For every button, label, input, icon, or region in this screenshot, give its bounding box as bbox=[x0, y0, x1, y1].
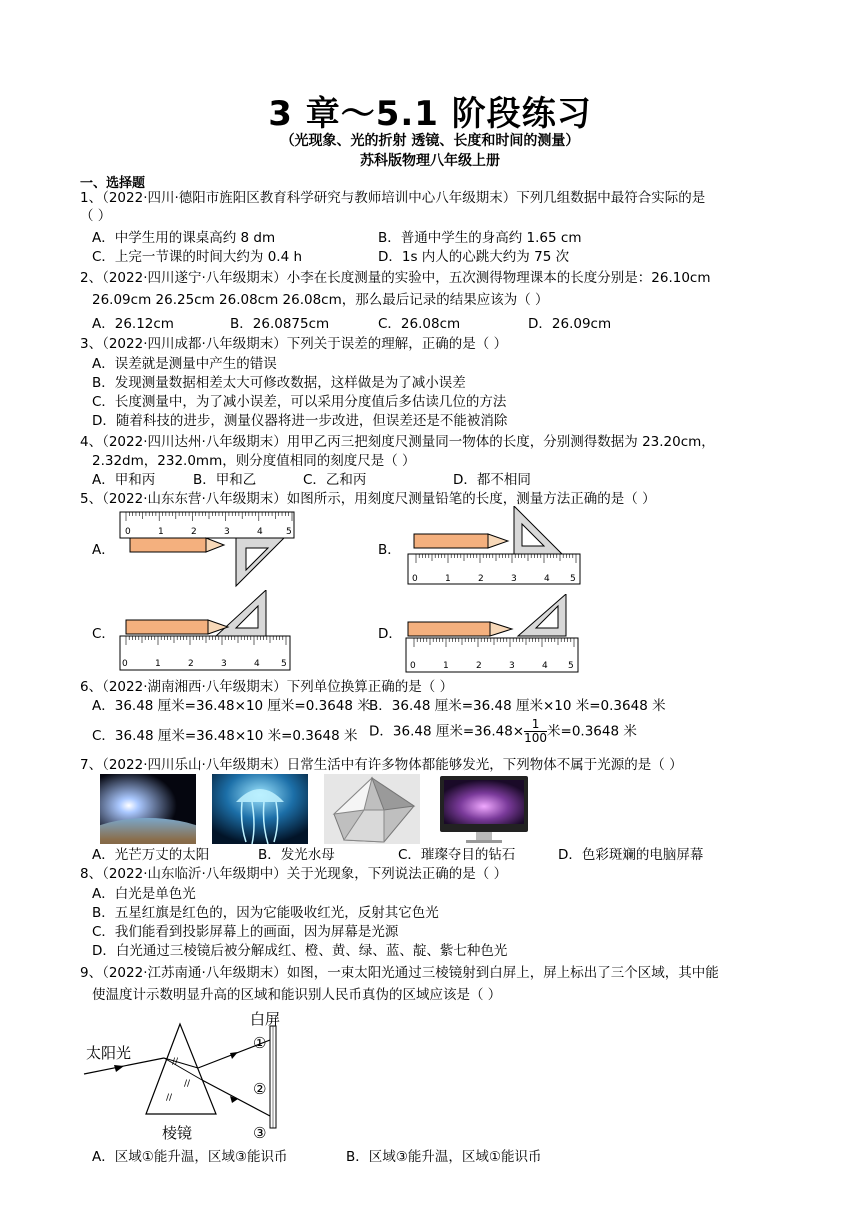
ruler-d-label-5: 5 bbox=[568, 661, 574, 671]
q6-option-a[interactable]: A．36.48 厘米=36.48×10 厘米=0.3648 米 bbox=[92, 698, 371, 714]
page-title: 3 章～5.1 阶段练习 bbox=[268, 94, 592, 134]
prism-label: 棱镜 bbox=[162, 1124, 193, 1142]
ruler-c-label-2: 2 bbox=[188, 659, 194, 669]
ruler-b-label-3: 3 bbox=[511, 574, 517, 584]
q1-stem: 1、（2022·四川·德阳市旌阳区教育科学研究与教师培训中心八年级期末）下列几组数据中最符合实际的是 bbox=[80, 190, 706, 206]
ruler-a-label-0: 0 bbox=[125, 527, 131, 537]
screen-label: 白屏 bbox=[250, 1010, 281, 1028]
q3-option-c[interactable]: C．长度测量中，为了减小误差，可以采用分度值后多估读几位的方法 bbox=[92, 394, 507, 410]
q5-stem: 5、（2022·山东东营·八年级期末）如图所示，用刻度尺测量铅笔的长度，测量方法正确的是（ ） bbox=[80, 491, 656, 507]
ruler-a-label-2: 2 bbox=[191, 527, 197, 537]
computer-screen-photo bbox=[436, 774, 532, 844]
q9-stem-cont: 使温度计示数明显升高的区域和能识别人民币真伪的区域应该是（ ） bbox=[92, 987, 502, 1003]
ruler-a-label-5: 5 bbox=[286, 527, 292, 537]
q7-option-d[interactable]: D．色彩斑斓的电脑屏幕 bbox=[558, 847, 704, 863]
ruler-d-label-2: 2 bbox=[476, 661, 482, 671]
q5-figure-d bbox=[402, 594, 582, 676]
q2-stem-cont: 26.09cm 26.25cm 26.08cm 26.08cm，那么最后记录的结果应该为（ ） bbox=[92, 292, 549, 308]
prism-diagram bbox=[80, 1010, 300, 1146]
q1-option-c[interactable]: C．上完一节课的时间大约为 0.4 h bbox=[92, 249, 303, 265]
page-grade: 苏科版物理八年级上册 bbox=[360, 153, 500, 169]
q5-option-b[interactable]: B． bbox=[378, 542, 401, 558]
fraction-numerator: 1 bbox=[524, 718, 547, 732]
q5-option-d[interactable]: D． bbox=[378, 626, 402, 642]
ruler-b-label-5: 5 bbox=[570, 574, 576, 584]
ruler-a-label-3: 3 bbox=[224, 527, 230, 537]
q4-option-c[interactable]: C．乙和丙 bbox=[303, 472, 367, 488]
q8-option-d[interactable]: D．白光通过三棱镜后被分解成红、橙、黄、绿、蓝、靛、紫七种色光 bbox=[92, 943, 508, 959]
q8-option-c[interactable]: C．我们能看到投影屏幕上的画面，因为屏幕是光源 bbox=[92, 924, 399, 940]
q8-stem: 8、（2022·山东临沂·八年级期中）关于光现象，下列说法正确的是（ ） bbox=[80, 866, 508, 882]
q2-stem: 2、（2022·四川遂宁·八年级期末）小李在长度测量的实验中，五次测得物理课本的长度分别是：26.10cm bbox=[80, 270, 711, 286]
q7-stem: 7、（2022·四川乐山·八年级期末）日常生活中有许多物体都能够发光，下列物体不属于光源的是（ ） bbox=[80, 757, 683, 773]
q7-option-b[interactable]: B．发光水母 bbox=[258, 847, 335, 863]
svg-text://: // bbox=[166, 1093, 173, 1103]
q2-option-c[interactable]: C．26.08cm bbox=[378, 316, 461, 332]
ruler-d-label-1: 1 bbox=[443, 661, 449, 671]
q5-figure-b bbox=[404, 506, 584, 588]
q5-option-a[interactable]: A． bbox=[92, 542, 115, 558]
section-heading: 一、选择题 bbox=[80, 176, 146, 191]
q1-option-d[interactable]: D．1s 内人的心跳大约为 75 次 bbox=[378, 249, 570, 265]
region-3-label: ③ bbox=[253, 1124, 267, 1142]
region-1-label: ① bbox=[253, 1034, 267, 1052]
fraction-denominator: 100 bbox=[524, 731, 548, 745]
jellyfish-photo bbox=[212, 774, 308, 844]
q2-option-d[interactable]: D．26.09cm bbox=[528, 316, 612, 332]
ruler-a-label-1: 1 bbox=[158, 527, 164, 537]
ruler-b-label-2: 2 bbox=[478, 574, 484, 584]
q6-stem: 6、（2022·湖南湘西·八年级期末）下列单位换算正确的是（ ） bbox=[80, 679, 454, 695]
q7-option-c[interactable]: C．璀璨夺目的钻石 bbox=[398, 847, 516, 863]
q1-stem-cont: （ ） bbox=[80, 208, 112, 224]
ruler-b-label-0: 0 bbox=[412, 574, 418, 584]
q1-option-b[interactable]: B．普通中学生的身高约 1.65 cm bbox=[378, 230, 582, 246]
q4-stem-cont: 2.32dm，232.0mm，则分度值相同的刻度尺是（ ） bbox=[92, 453, 416, 469]
q6-option-d-post: 米=0.3648 米 bbox=[547, 723, 637, 740]
ruler-d-label-4: 4 bbox=[542, 661, 548, 671]
q1-option-a[interactable]: A．中学生用的课桌高约 8 dm bbox=[92, 230, 276, 246]
q8-option-b[interactable]: B．五星红旗是红色的，因为它能吸收红光，反射其它色光 bbox=[92, 905, 439, 921]
q9-stem: 9、（2022·江苏南通·八年级期末）如图，一束太阳光通过三棱镜射到白屏上，屏上标出了三个区域，其中能 bbox=[80, 965, 719, 981]
q2-option-b[interactable]: B．26.0875cm bbox=[230, 316, 330, 332]
ruler-a-label-4: 4 bbox=[257, 527, 263, 537]
q5-figure-c bbox=[118, 590, 298, 674]
ruler-c-label-0: 0 bbox=[122, 659, 128, 669]
q4-option-d[interactable]: D．都不相同 bbox=[453, 472, 531, 488]
q6-option-d[interactable] bbox=[369, 718, 637, 745]
q9-option-a[interactable]: A．区域①能升温，区域③能识币 bbox=[92, 1149, 288, 1165]
svg-text://: // bbox=[172, 1057, 179, 1067]
ruler-b-label-1: 1 bbox=[445, 574, 451, 584]
q4-option-b[interactable]: B．甲和乙 bbox=[193, 472, 257, 488]
q8-option-a[interactable]: A．白光是单色光 bbox=[92, 886, 196, 902]
ruler-c-label-4: 4 bbox=[254, 659, 260, 669]
ruler-c-label-5: 5 bbox=[281, 659, 287, 669]
page-subtitle: （光现象、光的折射 透镜、长度和时间的测量） bbox=[280, 133, 580, 149]
q4-stem: 4、（2022·四川达州·八年级期末）用甲乙丙三把刻度尺测量同一物体的长度，分别测得数据为 23.20cm， bbox=[80, 434, 715, 450]
q5-option-c[interactable]: C． bbox=[92, 626, 115, 642]
q3-option-d[interactable]: D．随着科技的进步，测量仪器将进一步改进，但误差还是不能被消除 bbox=[92, 413, 508, 429]
sun-photo bbox=[100, 774, 196, 844]
svg-text://: // bbox=[184, 1079, 191, 1089]
q6-option-c[interactable]: C．36.48 厘米=36.48×10 米=0.3648 米 bbox=[92, 728, 358, 744]
sunlight-label: 太阳光 bbox=[86, 1044, 132, 1062]
region-2-label: ② bbox=[253, 1080, 267, 1098]
q5-figure-a bbox=[112, 508, 302, 588]
q3-option-b[interactable]: B．发现测量数据相差太大可修改数据，这样做是为了减小误差 bbox=[92, 375, 466, 391]
ruler-d-label-3: 3 bbox=[509, 661, 515, 671]
q4-option-a[interactable]: A．甲和丙 bbox=[92, 472, 156, 488]
q6-option-b[interactable]: B．36.48 厘米=36.48 厘米×10 米=0.3648 米 bbox=[369, 698, 666, 714]
q3-option-a[interactable]: A．误差就是测量中产生的错误 bbox=[92, 356, 277, 372]
ruler-d-label-0: 0 bbox=[410, 661, 416, 671]
q7-option-a[interactable]: A．光芒万丈的太阳 bbox=[92, 847, 210, 863]
q2-option-a[interactable]: A．26.12cm bbox=[92, 316, 174, 332]
fraction bbox=[524, 718, 547, 745]
q3-stem: 3、（2022·四川成都·八年级期末）下列关于误差的理解，正确的是（ ） bbox=[80, 336, 508, 352]
ruler-c-label-1: 1 bbox=[155, 659, 161, 669]
diamond-photo bbox=[324, 774, 420, 844]
ruler-c-label-3: 3 bbox=[221, 659, 227, 669]
q9-option-b[interactable]: B．区域③能升温，区域①能识币 bbox=[346, 1149, 542, 1165]
q6-option-d-pre: D．36.48 厘米=36.48× bbox=[369, 723, 525, 740]
ruler-b-label-4: 4 bbox=[544, 574, 550, 584]
